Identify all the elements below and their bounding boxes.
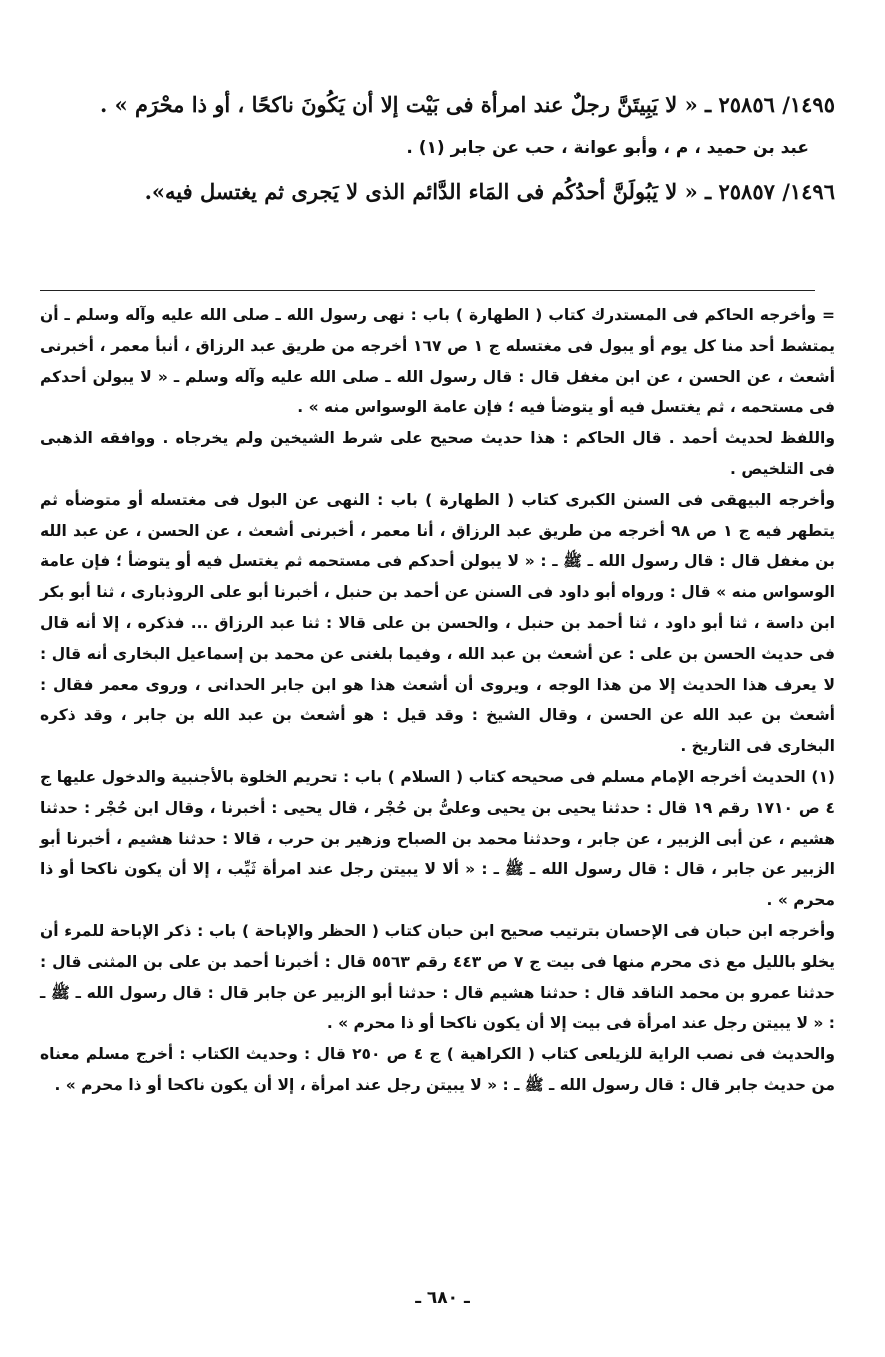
hadith-1495-source: عبد بن حميد ، م ، وأبو عوانة ، حب عن جابر (١) . xyxy=(406,138,809,158)
footnote-divider xyxy=(40,290,815,291)
footnote-paragraph: وأخرجه البيهقى فى السنن الكبرى كتاب ( الطهارة ) باب : النهى عن البول فى مغتسله أو متوضأه ثم يتطهر فيه ج ١ ص ٩٨ أخرجه من طريق عبد الرزاق ، أنا معمر ، أخبرنى أشعث ، عن الحسن ، عن عبد الله بن مغفل قال : قال رسول الله ـ ﷺ ـ : « لا يبولن أحدكم فى مستحمه ثم يغتسل فيه أو يتوضأ ؛ فإن عامة الوسواس منه » قال : ورواه أبو داود فى السنن عن أحمد بن حنبل ، أخبرنا أبو على الروذبارى ، ثنا أبو بكر ابن داسة ، ثنا أبو داود ، ثنا أحمد بن حنبل ، والحسن بن على قالا : ثنا عبد الرزاق ... فذكره ، إلا أنه قال فى حديث الحسن بن على : عن أشعث بن عبد الله ، وفيما بلغنى عن محمد بن إسماعيل البخارى أنه قال : لا يعرف هذا الحديث إلا من هذا الوجه ، ويروى أن أشعث هذا هو ابن جابر الحدانى ، وروى معمر فقال : أشعث بن عبد الله عن الحسن ، وقال الشيخ : وقد قيل : هو أشعث بن عبد الله بن جابر ، وقد ذكره البخارى فى التاريخ . xyxy=(40,490,835,756)
hadith-1495: ١٤٩٥/ ٢٥٨٥٦ ـ « لا يَبِيتَنَّ رجلٌ عند امرأة فى بَيْت إلا أن يَكُونَ ناكحًا ، أو ذا محْرَم » . xyxy=(99,92,835,117)
page-number: ـ ٦٨٠ ـ xyxy=(415,1288,470,1308)
hadith-1496: ١٤٩٦/ ٢٥٨٥٧ ـ « لا يَبُولَنَّ أحدُكُم فى المَاء الدَّائم الذى لا يَجرى ثم يغتسل فيه». xyxy=(144,179,835,204)
footnote-paragraph: والحديث فى نصب الراية للزيلعى كتاب ( الكراهية ) ج ٤ ص ٢٥٠ قال : وحديث الكتاب : أخرج مسلم معناه من حديث جابر قال : قال رسول الله ـ ﷺ ـ : « لا يبيتن رجل عند امرأة ، إلا أن يكون ناكحا أو ذا محرم » . xyxy=(40,1045,835,1094)
footnote-paragraph: واللفظ لحديث أحمد . قال الحاكم : هذا حديث صحيح على شرط الشيخين ولم يخرجاه . ووافقه الذهبى فى التلخيص . xyxy=(40,429,835,478)
footnote-paragraph: = وأخرجه الحاكم فى المستدرك كتاب ( الطهارة ) باب : نهى رسول الله ـ صلى الله عليه وآله وسلم ـ أن يمتشط أحد منا كل يوم أو يبول فى مغتسله ج ١ ص ١٦٧ أخرجه من طريق عبد الرزاق ، أنبأ معمر ، أخبرنى أشعث ، عن الحسن ، عن ابن مغفل قال : قال رسول الله ـ صلى الله عليه وآله وسلم ـ « لا يبولن أحدكم فى مستحمه ، ثم يغتسل فيه أو يتوضأ فيه ؛ فإن عامة الوسواس منه » . xyxy=(40,306,835,417)
main-text xyxy=(40,80,835,216)
footnote-paragraph: (١) الحديث أخرجه الإمام مسلم فى صحيحه كتاب ( السلام ) باب : تحريم الخلوة بالأجنبية والدخول عليها ج ٤ ص ١٧١٠ رقم ١٩ قال : حدثنا يحيى بن يحيى وعلىُّ بن حُجْر ، قال يحيى : أخبرنا ، وقال ابن حُجْر : حدثنا هشيم ، عن أبى الزبير ، عن جابر ، وحدثنا محمد بن الصباح وزهير بن حرب ، قالا : حدثنا هشيم ، أخبرنا أبو الزبير عن جابر ، قال : قال رسول الله ـ ﷺ ـ : « ألا لا يبيتن رجل عند امرأة ثَيِّب ، إلا أن يكون ناكحا أو ذا محرم » . xyxy=(40,767,835,910)
footnote-paragraph: وأخرجه ابن حبان فى الإحسان بترتيب صحيح ابن حبان كتاب ( الحظر والإباحة ) باب : ذكر الإباحة للمرء أن يخلو بالليل مع ذى محرم منها فى بيت ج ٧ ص ٤٤٣ رقم ٥٥٦٣ قال : أخبرنا أحمد بن على بن المثنى قال : حدثنا عمرو بن محمد الناقد قال : حدثنا هشيم قال : حدثنا أبو الزبير عن جابر قال : قال رسول الله ـ ﷺ ـ : « لا يبيتن رجل عند امرأة فى بيت إلا أن يكون ناكحا أو ذا محرم » . xyxy=(40,921,835,1033)
footnotes xyxy=(40,300,835,1101)
